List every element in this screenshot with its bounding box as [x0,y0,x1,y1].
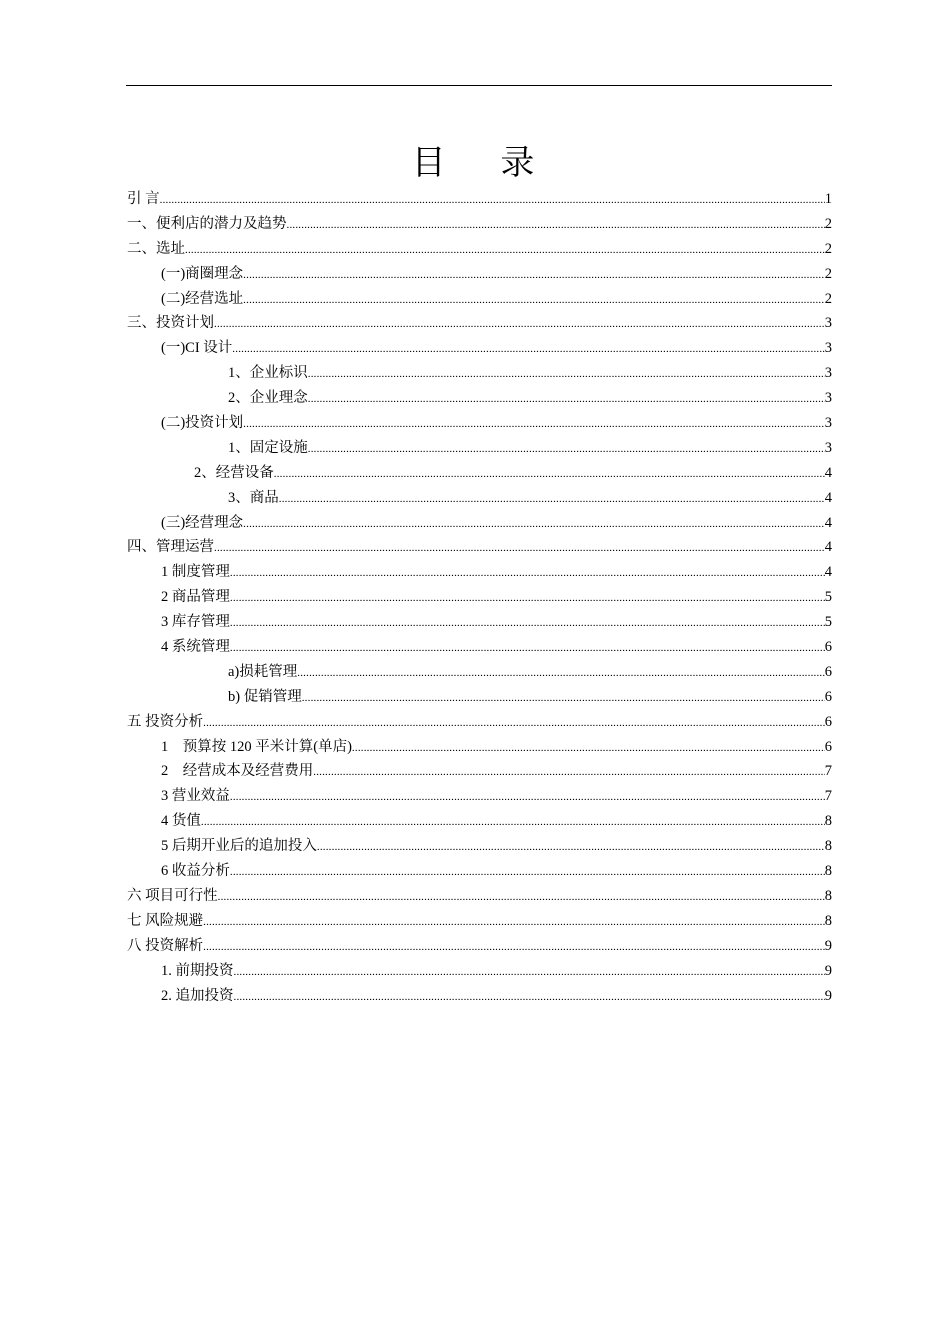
toc-entry-label: 4 货值 [161,813,201,830]
dot-leader [308,387,825,412]
dot-leader [234,985,825,1010]
toc-entry[interactable] [127,959,832,984]
dot-leader [232,337,824,362]
toc-entry-page: 8 [824,887,832,904]
toc-entry-page: 3 [824,315,832,332]
toc-entry-label: 4 系统管理 [161,639,230,656]
toc-entry[interactable] [127,909,832,934]
toc-entry[interactable] [127,311,832,336]
toc-entry-label: 1、企业标识 [228,365,308,382]
toc-entry-page: 2 [824,215,832,232]
toc-entry-label: 1. 前期投资 [161,962,234,979]
dot-leader [203,935,825,960]
toc-entry[interactable] [127,859,832,884]
dot-leader [287,213,825,238]
toc-entry[interactable] [127,237,832,262]
toc-entry[interactable] [127,511,832,536]
toc-entry-label: 六 项目可行性 [127,887,218,904]
page-title: 目 录 [411,143,557,183]
toc-entry-page: 6 [824,713,832,730]
toc-entry-page: 9 [824,987,832,1004]
toc-entry-label: b) 促销管理 [228,688,302,705]
toc-entry-page: 5 [824,614,832,631]
dot-leader [243,512,825,537]
toc-entry-label: 3 库存管理 [161,614,230,631]
toc-entry-page: 3 [824,439,832,456]
dot-leader [203,910,825,935]
toc-entry[interactable] [127,984,832,1009]
toc-entry-label: 二、选址 [127,240,185,257]
toc-entry-page: 8 [824,838,832,855]
toc-entry-page: 9 [824,962,832,979]
toc-entry-label: (一)商圈理念 [161,265,244,282]
dot-leader [243,288,825,313]
toc-entry-label: (三)经营理念 [161,514,244,531]
dot-leader [308,437,825,462]
dot-leader [279,487,825,512]
toc-entry-label: 6 收益分析 [161,863,230,880]
toc-entry-page: 8 [824,863,832,880]
toc-entry-label: 引 言 [127,191,160,207]
toc-entry-label: 一、便利店的潜力及趋势 [127,215,287,232]
toc-entry-page: 3 [824,415,832,432]
toc-entry-label: 八 投资解析 [127,937,204,954]
toc-entry-label: 5 后期开业后的追加投入 [161,838,317,855]
dot-leader [218,885,825,910]
toc-entry-label: 2 商品管理 [161,589,230,606]
toc-entry-page: 9 [824,937,832,954]
toc-entry-label: 2 经营成本及经营费用 [161,763,314,780]
toc-entry-page: 2 [824,240,832,257]
toc-entry-page: 2 [824,265,832,282]
toc-entry[interactable] [127,685,832,710]
dot-leader [297,661,824,686]
toc-entry-page: 3 [824,390,832,407]
toc-entry[interactable] [127,535,832,560]
toc-entry[interactable] [127,361,832,386]
dot-leader [243,263,825,288]
toc-entry-label: (二)投资计划 [161,415,244,432]
toc-entry-page: 2 [824,290,832,307]
toc-entry[interactable] [127,784,832,809]
toc-entry-page: 1 [824,191,832,207]
dot-leader [185,238,825,263]
toc-entry-label: 四、管理运营 [127,539,214,556]
dot-leader [302,686,825,711]
dot-leader [234,960,825,985]
toc-entry-label: 3、商品 [228,489,279,506]
dot-leader [214,312,825,337]
toc-entry[interactable] [127,212,832,237]
toc-entry-page: 4 [824,464,832,481]
toc-entry[interactable] [127,635,832,660]
toc-entry[interactable] [127,560,832,585]
toc-entry-page: 4 [824,489,832,506]
toc-entry[interactable] [127,187,832,212]
dot-leader [243,412,825,437]
toc-entry-label: 2. 追加投资 [161,987,234,1004]
dot-leader [201,810,825,835]
toc-entry-page: 7 [824,788,832,805]
toc-entry-label: a)损耗管理 [228,663,298,680]
dot-leader [313,760,825,785]
toc-entry-label: (一)CI 设计 [161,340,233,357]
toc-entry-label: 1 预算按 120 平米计算(单店) [161,738,352,755]
dot-leader [308,362,825,387]
toc-entry-label: 五 投资分析 [127,713,204,730]
toc-entry-page: 4 [824,514,832,531]
toc-entry[interactable] [127,336,832,361]
dot-leader [274,462,825,487]
dot-leader [230,860,825,885]
toc-entry-page: 4 [824,539,832,556]
toc-entry-label: 七 风险规避 [127,912,204,929]
toc-entry-page: 6 [824,688,832,705]
dot-leader [317,835,825,860]
toc-entry[interactable] [127,735,832,760]
toc-entry[interactable] [127,411,832,436]
toc-entry-page: 6 [824,663,832,680]
dot-leader [230,561,825,586]
toc-entry[interactable] [127,486,832,511]
toc-entry[interactable] [127,759,832,784]
toc-entry[interactable] [127,610,832,635]
dot-leader [203,711,825,736]
toc-entry-page: 5 [824,589,832,606]
header-rule [126,85,832,86]
toc-entry[interactable] [127,834,832,859]
toc-entry-label: 2、经营设备 [194,464,274,481]
toc-entry[interactable] [127,884,832,909]
toc-entry-label: 1 制度管理 [161,564,230,581]
toc-entry-label: 2、企业理念 [228,390,308,407]
toc-entry[interactable] [127,287,832,312]
dot-leader [230,586,825,611]
table-of-contents [127,187,832,1008]
toc-entry[interactable] [127,585,832,610]
toc-entry[interactable] [127,660,832,685]
dot-leader [230,636,825,661]
toc-entry-page: 6 [824,738,832,755]
toc-entry-page: 3 [824,340,832,357]
toc-entry-page: 8 [824,912,832,929]
dot-leader [214,536,825,561]
dot-leader [352,736,825,761]
toc-entry[interactable] [127,461,832,486]
dot-leader [160,188,825,213]
toc-entry[interactable] [127,262,832,287]
toc-entry-page: 8 [824,813,832,830]
toc-entry-label: 三、投资计划 [127,315,214,332]
toc-entry-label: 3 营业效益 [161,788,230,805]
toc-entry[interactable] [127,436,832,461]
toc-entry-page: 7 [824,763,832,780]
toc-entry-label: 1、固定设施 [228,439,308,456]
toc-entry-page: 3 [824,365,832,382]
toc-entry-page: 4 [824,564,832,581]
toc-entry-label: (二)经营选址 [161,290,244,307]
toc-entry[interactable] [127,809,832,834]
dot-leader [230,611,825,636]
dot-leader [230,785,825,810]
toc-entry[interactable] [127,710,832,735]
toc-entry-page: 6 [824,639,832,656]
toc-entry[interactable] [127,934,832,959]
toc-entry[interactable] [127,386,832,411]
